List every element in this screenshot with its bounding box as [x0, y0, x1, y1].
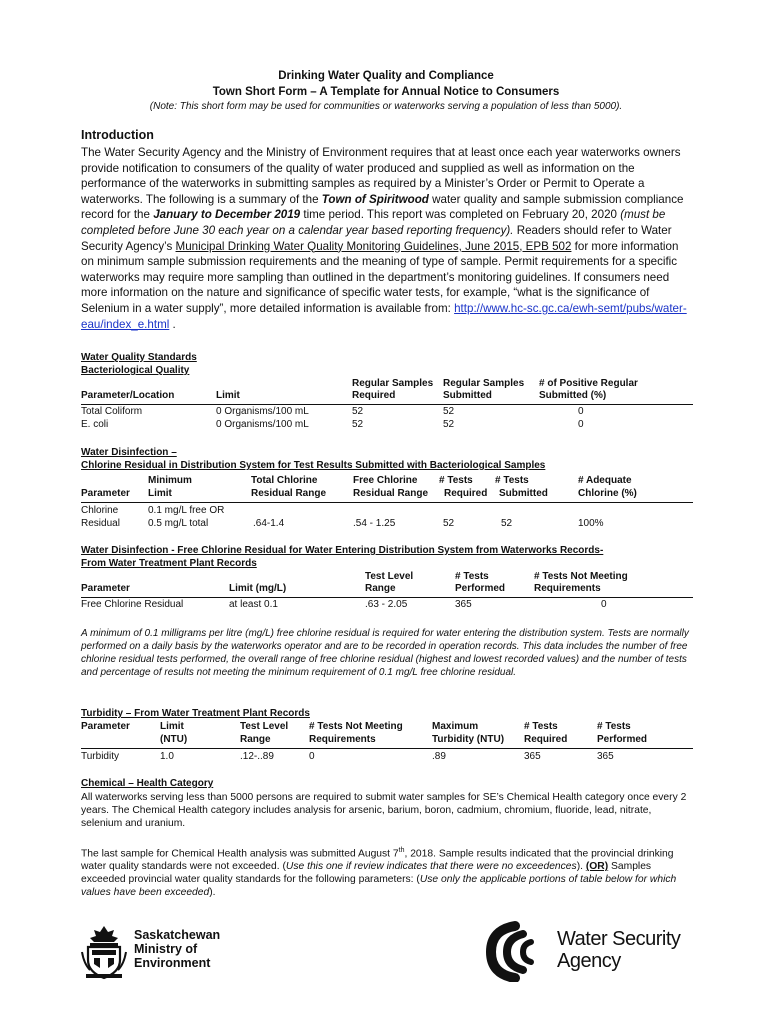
col-header: Requirements	[534, 583, 601, 594]
intro-text: .	[169, 317, 176, 331]
town-name: Town of Spiritwood	[321, 192, 429, 206]
wsa-logo-text: Water Security	[557, 928, 681, 950]
intro-paragraph	[81, 145, 693, 332]
col-header: Required	[352, 390, 396, 401]
chemical-result-paragraph	[81, 844, 693, 899]
col-header: Submitted (%)	[539, 390, 607, 401]
document-subtitle: Town Short Form – A Template for Annual Notice to Consumers	[212, 86, 560, 98]
table-cell: Total Coliform	[81, 406, 143, 417]
gov-logo-text: Ministry of	[134, 942, 198, 956]
col-header: Test Level	[365, 571, 414, 582]
col-header: Requirements	[309, 734, 376, 745]
col-header: Chlorine (%)	[578, 488, 637, 499]
col-header: Submitted	[443, 390, 492, 401]
table-cell: 0.5 mg/L total	[148, 518, 209, 529]
col-header: # Tests Not Meeting	[534, 571, 628, 582]
treatment-plant-heading: From Water Treatment Plant Records	[81, 558, 257, 569]
col-header: # Adequate	[578, 475, 632, 486]
table-cell: 365	[524, 751, 541, 762]
para-text: ).	[576, 861, 586, 873]
table-cell: 0	[578, 419, 584, 430]
turbidity-heading: Turbidity – From Water Treatment Plant Records	[81, 708, 310, 719]
intro-text: time period. This report was completed on February 20, 2020	[300, 208, 621, 222]
table-cell: Residual	[81, 518, 120, 529]
intro-text: for more information on minimum sample submission requirements and the meaning of type of sample. Permit requirements for a specific waterworks may require more sampling than outlined in the department’s monitoring guidelines. If consumers need more information on the nature and significance of specific water tests, for example, “what is the significance of Selenium in a water supply”, more detailed information is available from:	[81, 239, 679, 315]
table-cell: .89	[432, 751, 446, 762]
table-rule	[81, 748, 693, 749]
col-header: Parameter	[81, 583, 130, 594]
para-text: , 2018. Sample results indicated that the provincial drinking water quality standards were not exceeded. (	[81, 848, 674, 873]
guidelines-title: Municipal Drinking Water Quality Monitoring Guidelines, June 2015, EPB 502	[175, 239, 572, 253]
table-cell: E. coli	[81, 419, 109, 430]
para-instruction: Use this one if review indicates that there were no exceedences	[285, 861, 577, 873]
document-title: Drinking Water Quality and Compliance	[278, 70, 494, 82]
gov-logo-text: Environment	[134, 956, 211, 970]
col-header: Performed	[597, 734, 648, 745]
crest-icon	[80, 924, 128, 980]
or-marker: (OR)	[585, 861, 609, 873]
col-header: Range	[240, 734, 271, 745]
col-header: Parameter/Location	[81, 390, 175, 401]
bacteriological-heading: Bacteriological Quality	[81, 365, 190, 376]
col-header: # of Positive Regular	[539, 378, 638, 389]
para-instruction: Use only the applicable portions of table below for which values have been exceeded	[81, 874, 677, 899]
table-rule	[81, 502, 693, 503]
intro-heading: Introduction	[81, 128, 154, 142]
table-cell: 52	[443, 518, 455, 529]
col-header: Limit	[160, 721, 184, 732]
table-cell: 0	[578, 406, 584, 417]
saskatchewan-ministry-logo	[80, 922, 280, 982]
col-header: Limit (mg/L)	[229, 583, 287, 594]
intro-text: water quality and sample submission compliance record for the	[81, 192, 684, 222]
wsa-logo-text: Agency	[557, 950, 621, 972]
col-header: # Tests	[597, 721, 631, 732]
col-header: # Tests	[495, 475, 529, 486]
table-cell: 0	[309, 751, 315, 762]
table-cell: .63 - 2.05	[365, 599, 408, 610]
col-header: Regular Samples	[443, 378, 525, 389]
table-cell: at least 0.1	[229, 599, 278, 610]
para-text: The last sample for Chemical Health analysis was submitted August 7	[81, 848, 399, 860]
para-text: Samples exceeded provincial water quality standards for the following parameters: (	[81, 861, 652, 886]
col-header: Submitted	[499, 488, 548, 499]
col-header: # Tests	[524, 721, 558, 732]
col-header: Test Level	[240, 721, 289, 732]
health-canada-link[interactable]: http://www.hc-sc.gc.ca/ewh-semt/pubs/water-eau/index_e.html	[81, 301, 687, 331]
table-cell: 52	[352, 419, 364, 430]
chemical-heading: Chemical – Health Category	[81, 778, 214, 789]
free-chlorine-note: A minimum of 0.1 milligrams per litre (mg/L) free chlorine residual is required for water entering the distribution system. Tests are normally performed on a daily basis by the waterworks operator and are to be recorded in operation records. This data includes the number of free chlorine residual tests performed, the overall range of free chlorine residual (highest and lowest recorded values) and the number of tests and percentage of results not meeting the minimum requirement of 0.1 mg/L free chlorine residual.	[81, 628, 689, 678]
table-cell: 365	[455, 599, 472, 610]
disinfection-heading: Water Disinfection –	[81, 447, 177, 458]
table-cell: Turbidity	[81, 751, 119, 762]
col-header: Parameter	[81, 488, 130, 499]
table-cell: Chlorine	[81, 505, 119, 516]
col-header: Residual Range	[251, 488, 327, 499]
table-cell: 52	[501, 518, 513, 529]
wsa-mark-icon	[485, 920, 555, 982]
para-text: ).	[209, 887, 216, 899]
gov-logo-text: Saskatchewan	[134, 928, 221, 942]
wqs-heading: Water Quality Standards	[81, 352, 197, 363]
col-header: Parameter	[81, 721, 130, 732]
table-cell: .54 - 1.25	[353, 518, 396, 529]
table-cell: 52	[443, 419, 455, 430]
col-header: Limit	[216, 390, 240, 401]
col-header: Regular Samples	[352, 378, 434, 389]
table-rule	[81, 597, 693, 598]
table-cell: .12-..89	[240, 751, 274, 762]
col-header: (NTU)	[160, 734, 188, 745]
col-header: Required	[444, 488, 488, 499]
superscript: th	[398, 847, 405, 854]
col-header: Free Chlorine	[353, 475, 418, 486]
table-cell: 100%	[578, 518, 604, 529]
water-security-agency-logo	[485, 920, 685, 982]
table-cell: Free Chlorine Residual	[81, 599, 184, 610]
table-cell: 365	[597, 751, 614, 762]
col-header: Minimum	[148, 475, 192, 486]
free-chlorine-heading: Water Disinfection - Free Chlorine Residual for Water Entering Distribution System from Waterworks Records-	[81, 545, 604, 556]
col-header: Turbidity (NTU)	[432, 734, 505, 745]
report-period: January to December 2019	[153, 208, 301, 222]
col-header: Performed	[455, 583, 506, 594]
table-cell: .64-1.4	[253, 518, 285, 529]
table-cell: 0 Organisms/100 mL	[216, 406, 309, 417]
table-cell: 1.0	[160, 751, 174, 762]
table-rule	[81, 404, 693, 405]
intro-text: The Water Security Agency and the Ministry of Environment requires that at least once each year waterworks owners provide notification to consumers of the quality of water produced and supplied as well as information on the performance of the waterworks in submitting samples as required by a Minister’s Order or Permit to Operate a waterworks. The following is a summary of the	[81, 146, 681, 206]
table-cell: 0	[601, 599, 607, 610]
table-cell: 52	[443, 406, 455, 417]
table-cell: 52	[352, 406, 364, 417]
chlorine-distribution-heading: Chlorine Residual in Distribution System for Test Results Submitted with Bacteriological Samples	[81, 460, 546, 471]
col-header: Required	[524, 734, 568, 745]
document-note: (Note: This short form may be used for communities or waterworks serving a population of less than 5000).	[149, 101, 623, 112]
table-cell: 0 Organisms/100 mL	[216, 419, 309, 430]
table-cell: 0.1 mg/L free OR	[148, 505, 225, 516]
col-header: Maximum	[432, 721, 479, 732]
col-header: # Tests Not Meeting	[309, 721, 403, 732]
chemical-paragraph: All waterworks serving less than 5000 persons are required to submit water samples for SE’s Chemical Health category once every 2 years. The Chemical Health category includes analysis for arsenic, barium, boron, cadmium, chromium, fluoride, lead, nitrate, selenium and uranium.	[81, 792, 687, 829]
intro-deadline: (must be completed before June 30 each year on a calendar year based reporting frequency).	[81, 208, 666, 237]
col-header: Residual Range	[353, 488, 429, 499]
col-header: # Tests	[455, 571, 489, 582]
col-header: Range	[365, 583, 396, 594]
col-header: Limit	[148, 488, 172, 499]
col-header: Total Chlorine	[251, 475, 318, 486]
col-header: # Tests	[439, 475, 473, 486]
intro-text: Readers should refer to Water Security Agency’s	[81, 223, 672, 253]
